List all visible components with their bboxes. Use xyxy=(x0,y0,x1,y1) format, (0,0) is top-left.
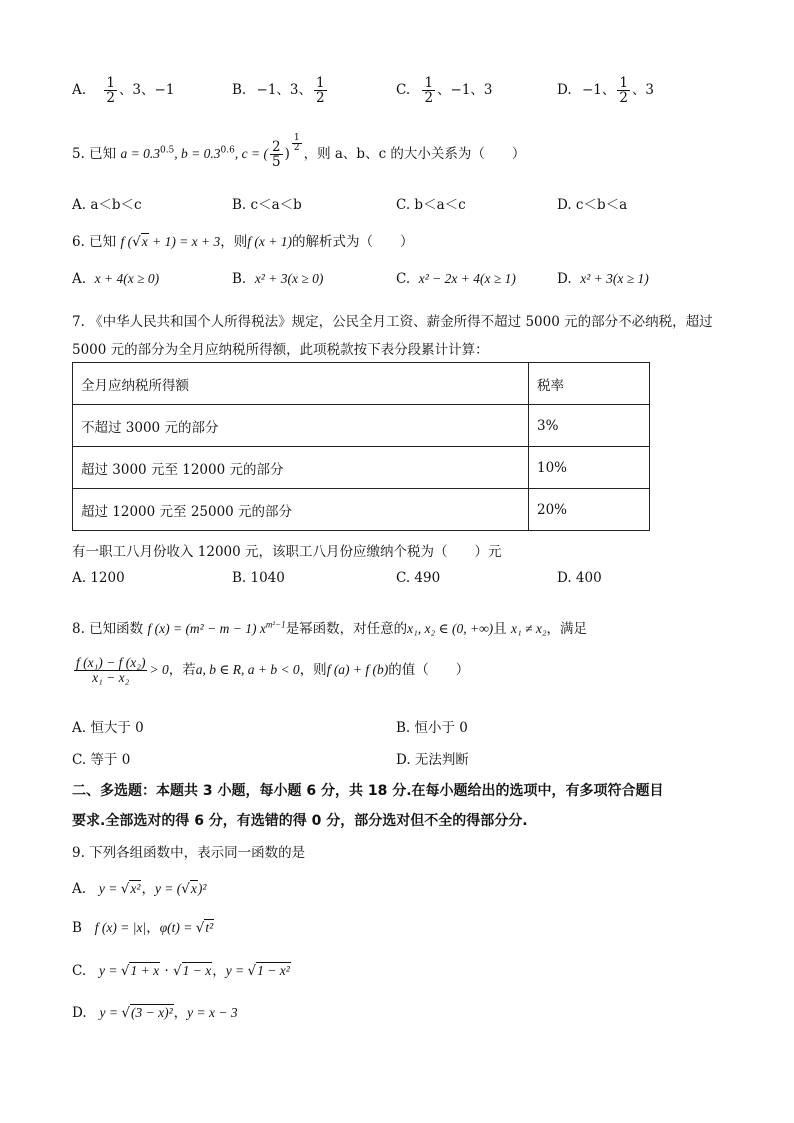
option-label: C. xyxy=(396,82,411,99)
option-label: D. xyxy=(557,82,572,99)
option-text: 、3 xyxy=(631,82,655,99)
table-cell: 20% xyxy=(529,489,650,531)
stem-text: 且 xyxy=(493,621,507,637)
q7-stem-line2: 5000 元的部分为全月应纳税所得额，此项税款按下表分段累计计算： xyxy=(72,342,489,358)
math-expr: )² xyxy=(197,881,207,896)
separator: ， xyxy=(141,881,155,897)
exponent-fraction xyxy=(292,134,302,154)
numerator: f (x₁) − f (x₂) xyxy=(76,655,146,670)
section-heading-line1: 二、多选题：本题共 3 小题，每小题 6 分，共 18 分.在每小题给出的选项中，有多项符合题目 xyxy=(72,783,664,799)
q5-option-c: C. b＜a＜c xyxy=(396,197,466,213)
option-math: x² + 3(x ≥ 1) xyxy=(580,271,649,286)
table-cell: 超过 12000 元至 25000 元的部分 xyxy=(73,489,529,531)
q7-stem-line1: 7. 《中华人民共和国个人所得税法》规定，公民全月工资、薪金所得不超过 5000 元的部分不必纳税，超过 xyxy=(72,314,713,330)
option-label: A. xyxy=(72,82,87,99)
q5-stem: 5. 已知 $a = 0.3^{0.5}$, $b = 0.3^{0.6}$, c = ( $\frac{2}{5}$ ) $\frac{1}{2}$ ，则 a、b、c 的大小关系为（ ） xyxy=(72,133,526,171)
math-expr: y = xyxy=(225,963,248,978)
math-a: a = 0.3 xyxy=(120,146,160,162)
q8-option-c: C. 等于 0 xyxy=(72,752,131,768)
math-expr: φ(t) = xyxy=(159,920,196,935)
math-c: , c = ( xyxy=(234,146,268,162)
q8-option-b: B. 恒小于 0 xyxy=(396,720,468,736)
separator: ， xyxy=(146,920,160,936)
option-math: x² + 3(x ≥ 0) xyxy=(254,271,324,286)
math-expr: y = xyxy=(99,1005,122,1020)
table-cell: 超过 3000 元至 12000 元的部分 xyxy=(73,447,529,489)
math-expr: x₁, x₂ ∈ (0, +∞) xyxy=(407,621,494,636)
stem-text: 6. 已知 xyxy=(72,234,117,250)
math-expr: x₁ ≠ x₂ xyxy=(510,621,547,636)
separator: ， xyxy=(173,1005,188,1021)
radicand: x xyxy=(190,881,197,896)
stem-text: 5. 已知 xyxy=(72,146,117,163)
q5-option-b: B. c＜a＜b xyxy=(232,197,302,213)
math-expr: · xyxy=(160,963,173,979)
denominator: 2 xyxy=(424,90,434,107)
stem-text: 是幂函数，对任意的 xyxy=(285,621,408,637)
option-text: −1、 xyxy=(581,82,616,99)
option-text: 、−1、3 xyxy=(437,82,493,99)
q4-option-b xyxy=(232,76,329,105)
stem-text: ，则 a、b、c 的大小关系为（ ） xyxy=(303,146,526,163)
math-expr: y = ( xyxy=(154,881,182,896)
option-label: B xyxy=(72,920,82,936)
math-expr: f (a) + f (b) xyxy=(326,662,389,678)
numerator: 1 xyxy=(293,133,300,143)
denominator: 2 xyxy=(619,90,628,107)
option-label: D. xyxy=(72,1005,87,1021)
q7-option-b: B. 1040 xyxy=(232,570,285,586)
q8-stem-line1 xyxy=(72,617,587,637)
q6-stem: 6. 已知 f (√x + 1) = x + 3，则f (x + 1)的解析式为（ ） xyxy=(72,234,414,250)
option-label: A. xyxy=(72,881,87,897)
math-expr: f (x) = (m² − m − 1) x xyxy=(147,621,266,636)
q9-stem: 9. 下列各组函数中，表示同一函数的是 xyxy=(72,845,306,861)
q9-option-a: A. y = √x²，y = (√x)² xyxy=(72,881,207,897)
numerator: 2 xyxy=(271,139,281,155)
option-math: x² − 2x + 4(x ≥ 1) xyxy=(418,271,516,286)
q9-option-c: C. y = √1 + x · √1 − x，y = √1 − x² xyxy=(72,963,290,979)
option-label: B. xyxy=(232,82,247,99)
denominator: 2 xyxy=(316,90,325,107)
section-heading-line2: 要求.全部选对的得 6 分，有选错的得 0 分，部分选对但不全的得部分分. xyxy=(72,813,528,829)
denominator: x₁ − x₂ xyxy=(92,670,130,686)
option-label: C. xyxy=(396,271,411,287)
radicand: x² xyxy=(130,881,141,896)
tax-rate-table xyxy=(72,362,650,531)
q9-option-d: D. y = √(3 − x)²，y = x − 3 xyxy=(72,1005,238,1021)
table-row xyxy=(73,447,650,489)
table-row xyxy=(73,489,650,531)
table-cell: 不超过 3000 元的部分 xyxy=(73,405,529,447)
radicand: 1 + x xyxy=(130,963,160,978)
exponent: m²−1 xyxy=(265,619,286,630)
separator: ， xyxy=(212,963,226,979)
q8-option-d: D. 无法判断 xyxy=(396,752,469,768)
radicand: x xyxy=(141,234,148,249)
table-header-row xyxy=(73,363,650,405)
fraction xyxy=(314,76,327,105)
numerator: 1 xyxy=(619,75,628,91)
math-expr: y = xyxy=(99,963,121,978)
denominator: 2 xyxy=(293,143,300,154)
denominator: 5 xyxy=(271,154,281,171)
math-expr: y = xyxy=(98,881,121,896)
q6-option-a xyxy=(72,271,159,287)
q4-option-c xyxy=(396,76,493,105)
exponent: 0.6 xyxy=(220,145,235,156)
q4-option-a xyxy=(72,76,174,105)
option-label: C. xyxy=(72,963,87,979)
option-text: −1、3、 xyxy=(256,82,313,99)
q7-option-c: C. 490 xyxy=(396,570,441,586)
radicand: t² xyxy=(205,920,214,935)
math-expr: y = x − 3 xyxy=(187,1005,238,1020)
q7-option-a: A. 1200 xyxy=(72,570,125,586)
numerator: 1 xyxy=(316,75,325,91)
table-cell: 10% xyxy=(529,447,650,489)
q4-option-d xyxy=(557,76,654,105)
q5-option-a: A. a＜b＜c xyxy=(72,197,142,213)
q6-option-c xyxy=(396,271,516,287)
denominator: 2 xyxy=(106,90,115,107)
q8-option-a: A. 恒大于 0 xyxy=(72,720,144,736)
math-expr: f (x) = |x| xyxy=(94,920,147,935)
q6-option-d xyxy=(557,271,649,287)
option-text: 、3、−1 xyxy=(118,82,175,99)
stem-text: 的解析式为（ ） xyxy=(292,234,414,250)
radicand: 1 − x xyxy=(182,963,212,978)
fraction xyxy=(617,76,630,105)
exponent: 0.5 xyxy=(159,145,175,156)
math-b: , b = 0.3 xyxy=(174,146,221,162)
stem-text: ，若 xyxy=(168,662,196,679)
q9-option-b: B f (x) = |x|，φ(t) = √t² xyxy=(72,920,214,936)
fraction xyxy=(74,656,147,685)
q7-option-d: D. 400 xyxy=(557,570,602,586)
math-expr: a, b ∈ R, a + b < 0 xyxy=(195,662,300,678)
q5-option-d: D. c＜b＜a xyxy=(557,197,628,213)
stem-text: 8. 已知函数 xyxy=(72,621,144,637)
option-label: A. xyxy=(72,271,87,287)
numerator: 1 xyxy=(424,75,434,91)
stem-text: ，则 xyxy=(299,662,327,679)
math-expr: f (x + 1) xyxy=(247,234,292,249)
math-expr: > 0 xyxy=(149,662,169,678)
stem-text: 的值（ ） xyxy=(388,662,470,679)
table-cell: 3% xyxy=(529,405,650,447)
option-math: x + 4(x ≥ 0) xyxy=(94,271,160,286)
math-expr: + 1) = x + 3 xyxy=(148,234,221,249)
q6-option-b xyxy=(232,271,323,287)
radicand: 1 − x² xyxy=(257,963,290,978)
option-label: D. xyxy=(557,271,572,287)
fraction xyxy=(104,76,117,105)
math-f: f ( xyxy=(120,234,133,249)
table-cell: 税率 xyxy=(529,363,650,405)
q7-question: 有一职工八月份收入 12000 元，该职工八月份应缴纳个税为（ ）元 xyxy=(72,544,502,560)
numerator: 1 xyxy=(106,75,115,91)
fraction xyxy=(422,76,435,105)
table-row xyxy=(73,405,650,447)
q8-stem-line2 xyxy=(72,656,469,685)
stem-text: ，满足 xyxy=(546,621,588,637)
option-label: B. xyxy=(232,271,247,287)
radicand: (3 − x)² xyxy=(130,1005,173,1020)
fraction xyxy=(270,140,283,169)
stem-text: ，则 xyxy=(220,234,248,250)
table-cell: 全月应纳税所得额 xyxy=(73,363,529,405)
